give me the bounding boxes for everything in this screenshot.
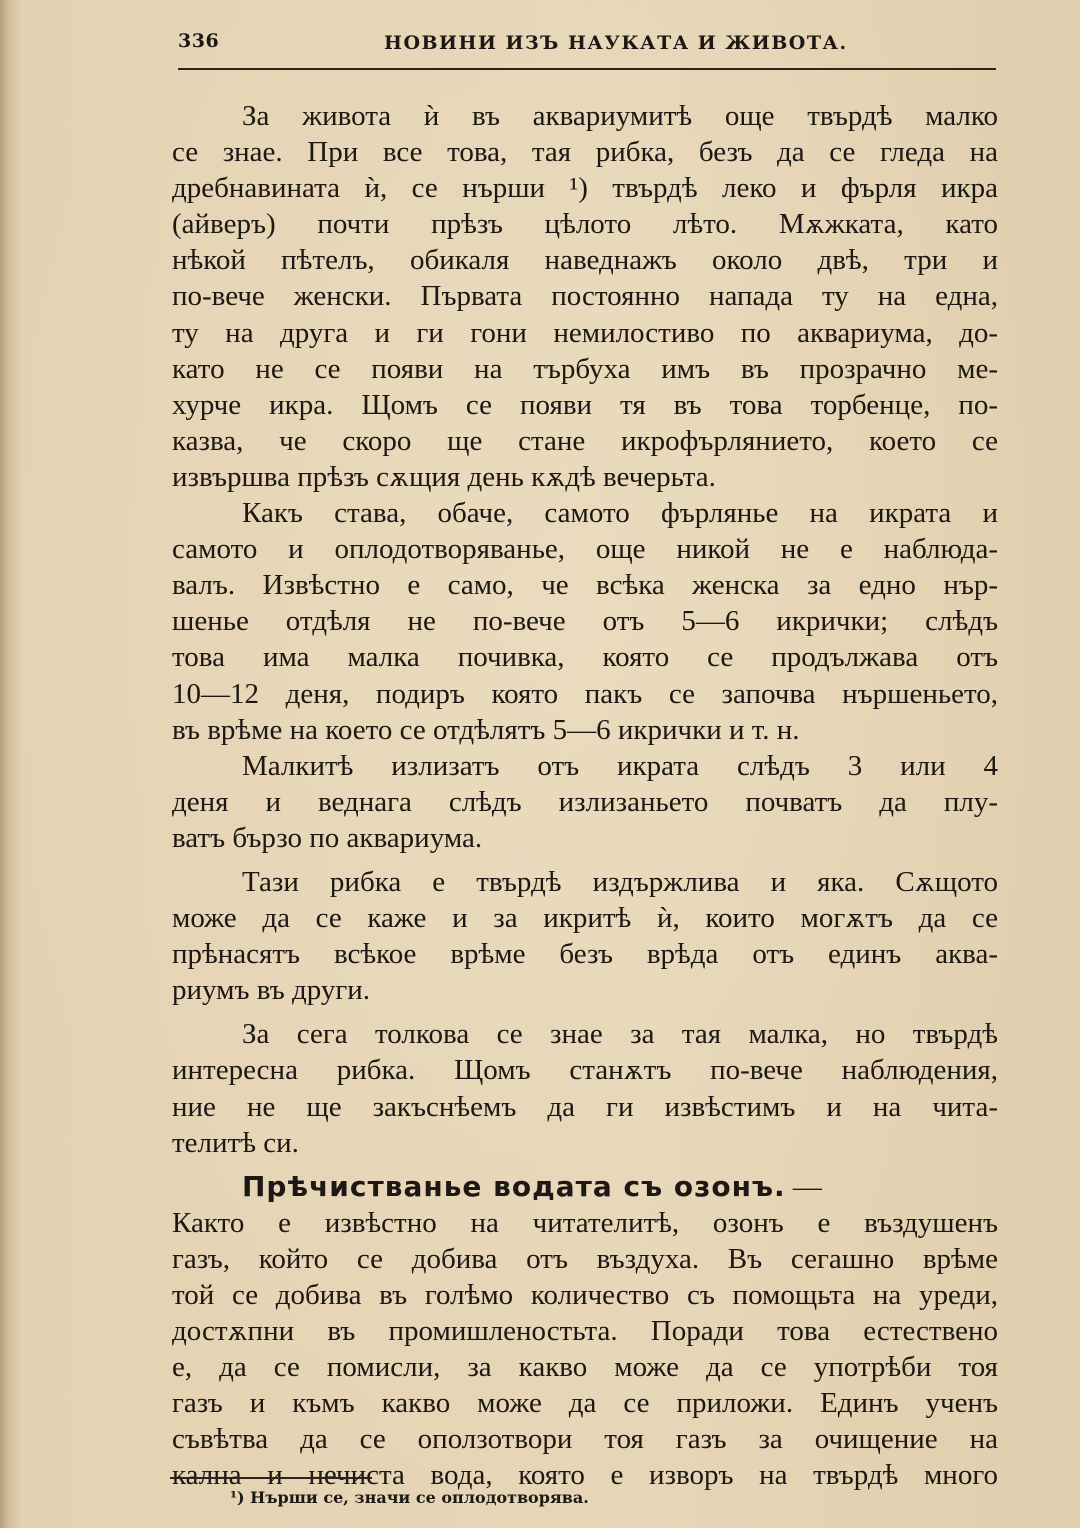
text-line: извършва прѣзъ сѫщия день кѫдѣ вечерьта. xyxy=(172,460,716,493)
text-line: въ врѣме на което се отдѣлятъ 5—6 икрички и т. н. xyxy=(172,713,800,746)
footnote-rule xyxy=(170,1477,372,1479)
article-body xyxy=(172,98,998,1494)
heading-dash: — xyxy=(785,1170,822,1203)
text-line: интересна рибка. Щомъ станѫтъ по-вече наблюдения, xyxy=(172,1054,998,1087)
text-line: ту на друга и ги гони немилостиво по аквариума, до- xyxy=(172,316,998,349)
text-line: ватъ бързо по аквариума. xyxy=(172,821,483,854)
text-line: газъ и къмъ какво може да се приложи. Единъ ученъ xyxy=(172,1387,998,1420)
text-line: като не се появи на търбуха имъ въ прозрачно ме- xyxy=(172,352,998,385)
text-line: За сега толкова се знае за тая малка, но твърдѣ xyxy=(242,1018,998,1051)
text-line: Както е извѣстно на читателитѣ, озонъ е въздушенъ xyxy=(172,1206,998,1239)
page-number: 336 xyxy=(178,30,220,52)
text-line: Малкитѣ излизатъ отъ икрата слѣдъ 3 или 4 xyxy=(242,749,998,782)
header-rule xyxy=(178,68,996,70)
text-line: За живота ѝ въ аквариумитѣ още твърдѣ малко xyxy=(242,100,998,132)
text-line: (айверъ) почти прѣзъ цѣлото лѣто. Мѫжката, като xyxy=(172,208,998,241)
text-line: е, да се помисли, за какво може да се употрѣби тоя xyxy=(172,1351,998,1384)
text-line: ние не ще закъснѣемъ да ги извѣстимъ и на чита- xyxy=(172,1090,998,1123)
text-line: деня и веднага слѣдъ излизаньето почватъ да плу- xyxy=(172,785,998,818)
text-line: съвѣтва да се оползотвори тоя газъ за очищение на xyxy=(172,1423,998,1456)
text-line: по-вече женски. Първата постоянно напада ту на една, xyxy=(172,280,998,313)
text-line: може да се каже и за икритѣ ѝ, които могѫтъ да се xyxy=(172,902,998,935)
text-line: газъ, който се добива отъ въздуха. Въ сегашно врѣме xyxy=(172,1242,998,1275)
text-line: дребнавината ѝ, се нърши ¹) твърдѣ леко и фърля икра xyxy=(172,172,998,205)
text-line: Тази рибка е твърдѣ издържлива и яка. Сѫщото xyxy=(242,865,998,898)
section-heading: Прѣчистванье водата съ озонъ. xyxy=(242,1169,786,1203)
text-line: Какъ става, обаче, самото фърлянье на икрата и xyxy=(242,497,998,530)
text-line: кална и нечиста вода, която е изворъ на твърдѣ много xyxy=(172,1459,998,1492)
text-line: шенье отдѣля не по-вече отъ 5—6 икрички; слѣдъ xyxy=(172,605,998,638)
text-line: 10—12 деня, подиръ която пакъ се започва нършеньето, xyxy=(172,677,998,710)
text-line: той се добива въ голѣмо количество съ помощьта на уреди, xyxy=(172,1279,998,1311)
text-line: достѫпни въ промишленостьта. Поради това естествено xyxy=(172,1315,998,1348)
text-line: валъ. Извѣстно е само, че всѣка женска за едно нър- xyxy=(172,569,998,602)
text-line: се знае. При все това, тая рибка, безъ да се гледа на xyxy=(172,136,998,169)
section-heading-line xyxy=(172,1169,998,1205)
text-line: риумъ въ други. xyxy=(172,974,370,1007)
footnote: ¹) Нърши се, значи се оплодотворява. xyxy=(230,1488,589,1507)
text-line: хурче икра. Щомъ се появи тя въ това торбенце, по- xyxy=(172,388,998,421)
running-title: НОВИНИ ИЗЪ НАУКАТА И ЖИВОТА. xyxy=(384,32,848,54)
text-line: самото и оплодотворяванье, още никой не е наблюда- xyxy=(172,533,998,566)
text-line: казва, че скоро ще стане икрофърлянието, което се xyxy=(172,424,998,457)
text-line: това има малка почивка, която се продължава отъ xyxy=(172,641,998,674)
text-line: прѣнасятъ всѣкое врѣме безъ врѣда отъ единъ аква- xyxy=(172,938,998,971)
text-line: нѣкой пѣтелъ, обикаля наведнажъ около двѣ, три и xyxy=(172,244,998,277)
text-line: телитѣ си. xyxy=(172,1126,299,1159)
